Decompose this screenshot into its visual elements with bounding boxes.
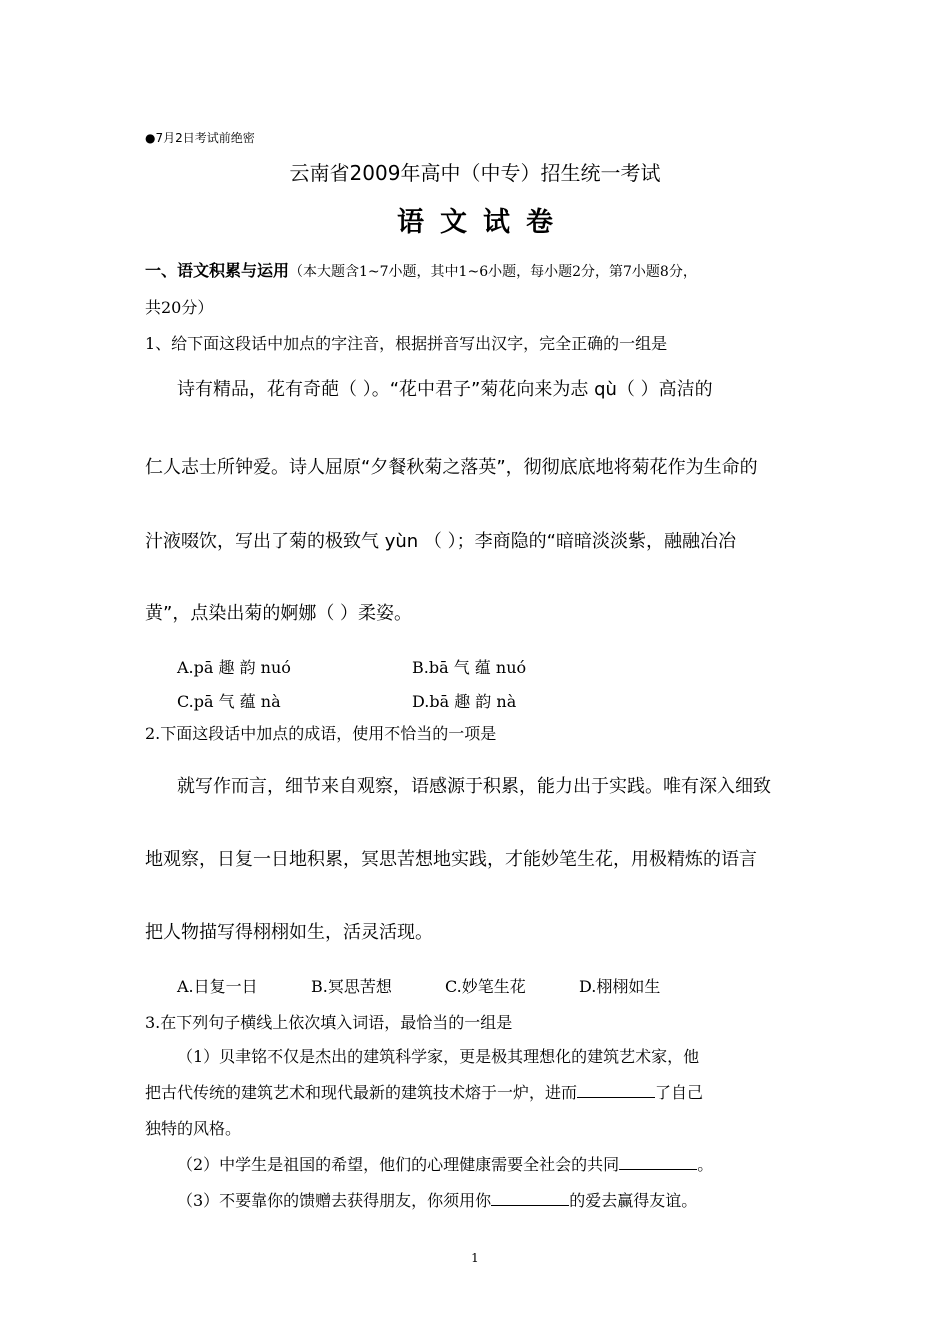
q3-sentence-1-end: 独特的风格。: [145, 1119, 242, 1138]
q3-stem: 3.在下列句子横线上依次填入词语，最恰当的一组是: [145, 1013, 513, 1032]
q1-option-d: D.bā 趣 韵 nà: [412, 692, 517, 711]
q3-blank-3: [491, 1191, 569, 1206]
q1-passage-line: 仁人志士所钟爱。诗人屈原“夕餐秋菊之落英”，彻彻底底地将菊花作为生命的: [145, 457, 758, 478]
q3-s3-text-after: 的爱去赢得友谊。: [569, 1191, 698, 1210]
section-note: （本大题含1~7小题，其中1~6小题，每小题2分，第7小题8分，: [289, 264, 697, 280]
q3-blank-1: [577, 1083, 655, 1098]
q3-blank-2: [619, 1155, 697, 1170]
q3-sentence-3: [177, 1188, 697, 1211]
page-number: 1: [471, 1251, 479, 1265]
q1-option-c: C.pā 气 蕴 nà: [177, 692, 281, 711]
exam-title: 云南省2009年高中（中专）招生统一考试: [289, 161, 661, 185]
q2-passage-line: 地观察，日复一日地积累，冥思苦想地实践，才能妙笔生花，用极精炼的语言: [145, 849, 757, 870]
q1-option-a: A.pā 趣 韵 nuó: [177, 658, 291, 677]
q2-passage-line: 就写作而言，细节来自观察，语感源于积累，能力出于实践。唯有深入细致: [177, 776, 771, 797]
q1-passage-line: 黄”，点染出菊的婀娜（ ）柔姿。: [145, 603, 413, 624]
q1-option-b: B.bā 气 蕴 nuó: [412, 658, 527, 677]
section-heading: [145, 258, 697, 281]
section-title: 一、语文积累与运用: [145, 261, 290, 280]
q2-option-d: D.栩栩如生: [579, 977, 661, 996]
q2-stem: 2.下面这段话中加点的成语，使用不恰当的一项是: [145, 724, 497, 743]
confidential-note: ●7月2日考试前绝密: [145, 131, 255, 145]
q2-option-a: A.日复一日: [177, 977, 258, 996]
q2-passage-line: 把人物描写得栩栩如生，活灵活现。: [145, 922, 433, 943]
section-note-cont: 共20分）: [145, 298, 214, 317]
q3-sentence-2: [177, 1152, 713, 1175]
q3-sentence-1-cont: [145, 1080, 703, 1103]
exam-subtitle: 语文试卷: [397, 207, 569, 238]
q2-option-c: C.妙笔生花: [445, 977, 526, 996]
q3-s2-text-before: （2）中学生是祖国的希望，他们的心理健康需要全社会的共同: [177, 1155, 620, 1174]
q3-s3-text-before: （3）不要靠你的馈赠去获得朋友，你须用你: [177, 1191, 492, 1210]
q3-s1-text-before: 把古代传统的建筑艺术和现代最新的建筑技术熔于一炉，进而: [145, 1083, 578, 1102]
q3-sentence-1: （1）贝聿铭不仅是杰出的建筑科学家，更是极其理想化的建筑艺术家，他: [177, 1047, 700, 1066]
q3-s2-text-after: 。: [697, 1155, 714, 1174]
q1-passage-line: 汁液啜饮，写出了菊的极致气 yùn （ ）；李商隐的“暗暗淡淡紫，融融冶冶: [145, 531, 736, 552]
q3-s1-text-after: 了自己: [655, 1083, 704, 1102]
q1-passage-line: 诗有精品，花有奇葩（ ）。“花中君子”菊花向来为志 qù（ ）高洁的: [177, 379, 713, 400]
q1-stem: 1、给下面这段话中加点的字注音，根据拼音写出汉字，完全正确的一组是: [145, 334, 668, 353]
q2-option-b: B.冥思苦想: [311, 977, 392, 996]
